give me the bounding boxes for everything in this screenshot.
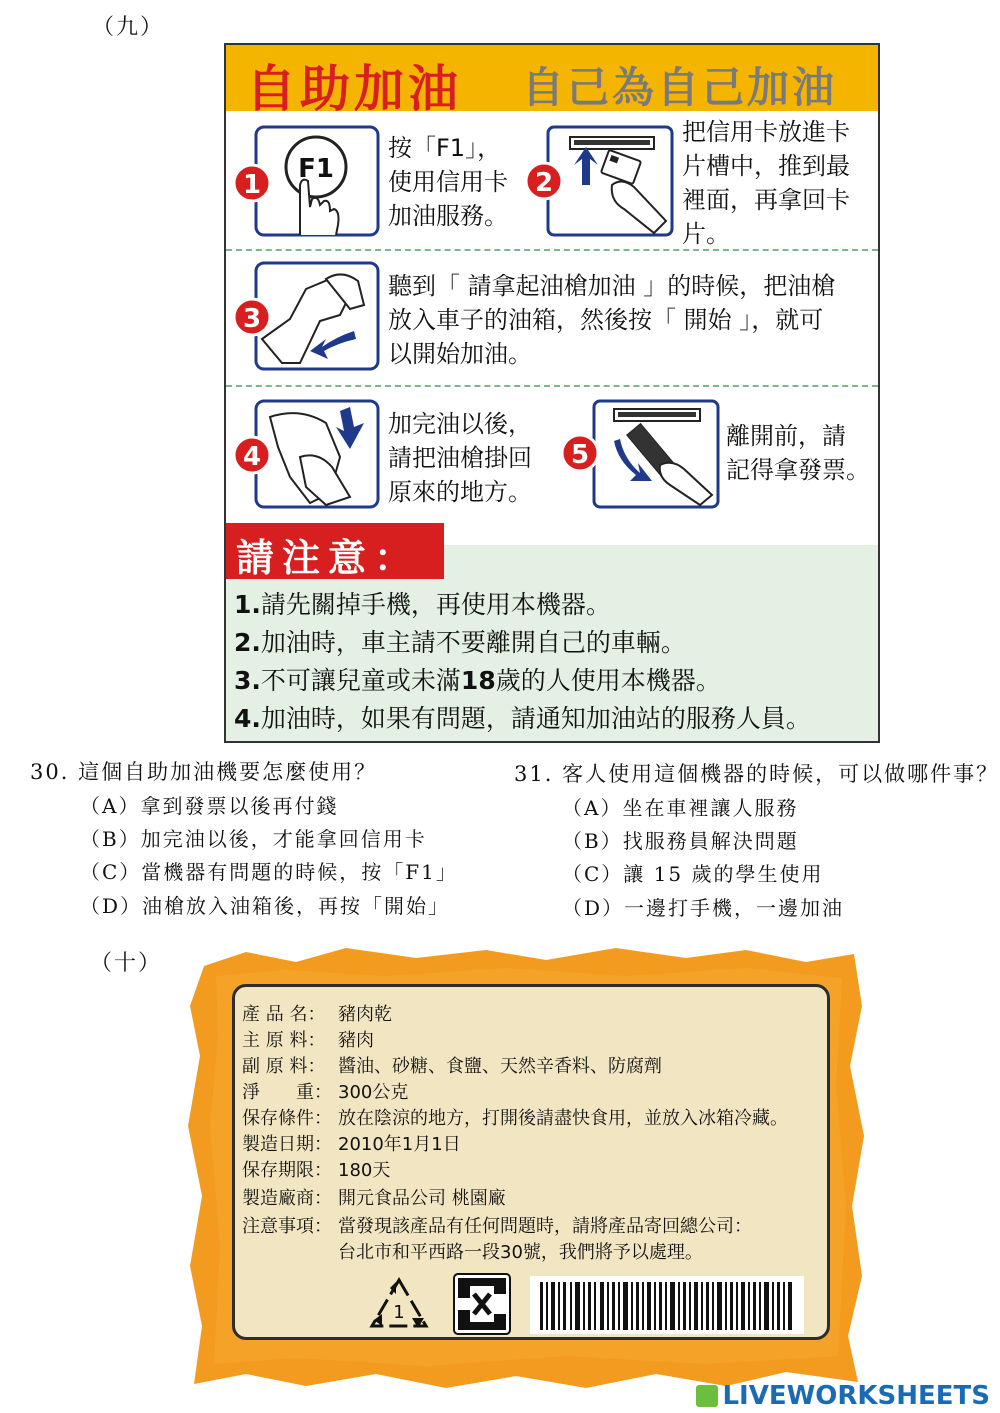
step-3-number: 3 bbox=[242, 304, 262, 334]
step-4-number: 4 bbox=[242, 442, 262, 472]
f1-key-text: F1 bbox=[298, 154, 334, 184]
section-10-label: （十） bbox=[90, 951, 163, 976]
step-1-number: 1 bbox=[242, 170, 262, 200]
step-1-text: 按「F1」， 使用信用卡 加油服務。 bbox=[388, 134, 508, 230]
step-2-number: 2 bbox=[534, 168, 554, 198]
step-5-number: 5 bbox=[570, 440, 590, 470]
label-row-manufacturer: 製造廠商： 開元食品公司 桃園廠 bbox=[242, 1188, 506, 1209]
label-row-main-ingredient: 主 原 料： 豬肉 bbox=[242, 1030, 374, 1051]
label-row-shelf-life: 保存期限： 180天 bbox=[242, 1160, 391, 1181]
notice-item-4: 4.加油時，如果有問題，請通知加油站的服務人員。 bbox=[234, 704, 811, 733]
recycle-number: 1 bbox=[393, 1302, 405, 1323]
step-2-illustration bbox=[526, 125, 676, 239]
step-4-text: 加完油以後， 請把油槍掛回 原來的地方。 bbox=[388, 410, 532, 506]
label-row-manufacture-date: 製造日期： 2010年1月1日 bbox=[242, 1134, 461, 1155]
label-row-net-weight: 淨 重： 300公克 bbox=[242, 1082, 409, 1103]
label-row-notes: 注意事項： 當發現該產品有任何問題時，請將產品寄回總公司： bbox=[242, 1216, 752, 1237]
q30-option-b[interactable]: （B）加完油以後，才能拿回信用卡 bbox=[80, 827, 427, 851]
logo-mark-icon bbox=[696, 1385, 718, 1407]
divider-1 bbox=[226, 249, 878, 251]
step-2-text: 把信用卡放進卡 片槽中，推到最 裡面，再拿回卡 片。 bbox=[682, 118, 850, 248]
section-9-label: （九） bbox=[92, 15, 165, 40]
step-4-illustration bbox=[230, 397, 380, 511]
q30-option-c[interactable]: （C）當機器有問題的時候，按「F1」 bbox=[80, 860, 458, 884]
step-5-text: 離開前，請 記得拿發票。 bbox=[726, 422, 870, 484]
liveworksheets-logo: LIVEWORKSHEETS bbox=[696, 1381, 990, 1411]
divider-2 bbox=[226, 385, 878, 387]
self-service-gas-poster bbox=[224, 43, 880, 743]
notice-item-2: 2.加油時，車主請不要離開自己的車輛。 bbox=[234, 628, 686, 657]
poster-title: 自助加油 bbox=[246, 60, 462, 118]
notice-item-3: 3.不可讓兒童或未滿18歲的人使用本機器。 bbox=[234, 666, 721, 695]
poster-subtitle: 自己為自己加油 bbox=[522, 63, 838, 112]
step-3-illustration bbox=[230, 259, 380, 373]
step-1-illustration bbox=[230, 125, 380, 239]
notice-title-box bbox=[226, 523, 444, 579]
q30-option-a[interactable]: （A）拿到發票以後再付錢 bbox=[80, 794, 339, 818]
q30-option-d[interactable]: （D）油槍放入油箱後，再按「開始」 bbox=[80, 894, 451, 918]
step-5-illustration bbox=[562, 397, 722, 511]
recycle-icon bbox=[366, 1274, 432, 1334]
label-row-sub-ingredients: 副 原 料： 醬油、砂糖、食鹽、天然辛香料、防腐劑 bbox=[242, 1056, 662, 1077]
barcode-icon bbox=[530, 1276, 804, 1334]
q31-option-b[interactable]: （B）找服務員解決問題 bbox=[562, 829, 799, 853]
step-3-text: 聽到「 請拿起油槍加油 」的時候，把油槍 放入車子的油箱，然後按「 開始 」，就可 以開始加油。 bbox=[388, 272, 836, 368]
q31-option-c[interactable]: （C）讓 15 歲的學生使用 bbox=[562, 862, 824, 886]
notice-item-1: 1.請先關掉手機，再使用本機器。 bbox=[234, 590, 611, 619]
question-30-title: 30. 這個自助加油機要怎麼使用？ bbox=[30, 760, 378, 784]
question-31-title: 31. 客人使用這個機器的時候，可以做哪件事？ bbox=[514, 762, 1000, 786]
label-row-storage: 保存條件： 放在陰涼的地方，打開後請盡快食用，並放入冰箱冷藏。 bbox=[242, 1108, 788, 1129]
label-notes-address: 台北市和平西路一段30號，我們將予以處理。 bbox=[338, 1242, 703, 1263]
q31-option-a[interactable]: （A）坐在車裡讓人服務 bbox=[562, 796, 799, 820]
recycling-mark-icon bbox=[452, 1272, 512, 1336]
label-row-product-name: 產 品 名： 豬肉乾 bbox=[242, 1004, 392, 1025]
notice-title: 請注意： bbox=[236, 536, 421, 580]
q31-option-d[interactable]: （D）一邊打手機，一邊加油 bbox=[562, 896, 845, 920]
